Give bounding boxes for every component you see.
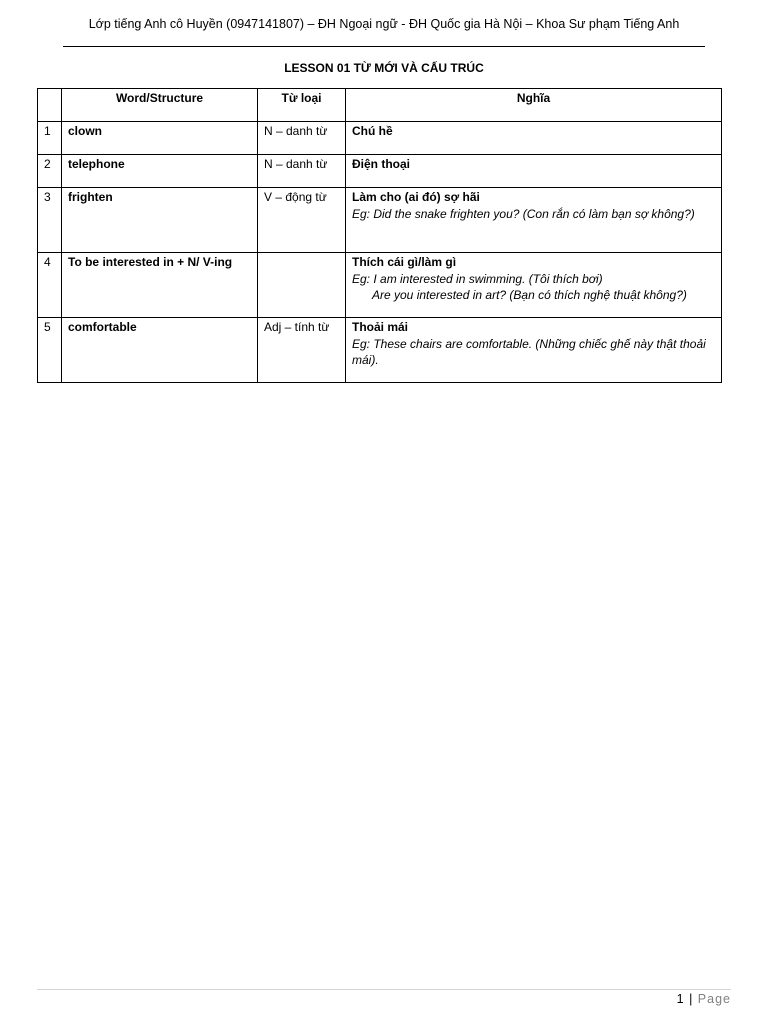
footer-separator: | (689, 992, 694, 1006)
row-word: frighten (62, 188, 258, 253)
row-number: 3 (38, 188, 62, 253)
table-row (38, 253, 722, 318)
header-word-structure: Word/Structure (62, 89, 258, 122)
row-word-type: N – danh từ (258, 155, 346, 188)
row-word: clown (62, 122, 258, 155)
table-row (38, 318, 722, 383)
table-row (38, 122, 722, 155)
row-meaning-cell (346, 155, 722, 188)
row-meaning-cell (346, 253, 722, 318)
row-number: 2 (38, 155, 62, 188)
row-meaning-cell (346, 122, 722, 155)
page-header: Lớp tiếng Anh cô Huyền (0947141807) – ĐH Ngoại ngữ - ĐH Quốc gia Hà Nội – Khoa Sư phạm Tiếng Anh (88, 17, 680, 31)
header-divider (63, 46, 705, 47)
row-word-type: N – danh từ (258, 122, 346, 155)
row-word-type: V – động từ (258, 188, 346, 253)
page-number: 1 (676, 992, 685, 1006)
footer-divider (37, 989, 731, 990)
lesson-title: LESSON 01 TỪ MỚI VÀ CẤU TRÚC (284, 61, 484, 75)
row-meaning: Thoải mái (352, 320, 409, 334)
table-row (38, 188, 722, 253)
row-word-type: Adj – tính từ (258, 318, 346, 383)
row-example-second: Are you interested in art? (Bạn có thích nghệ thuật không?) (372, 288, 687, 302)
row-word: telephone (62, 155, 258, 188)
page-label: Page (697, 992, 731, 1006)
table-row (38, 155, 722, 188)
row-number: 1 (38, 122, 62, 155)
row-word: comfortable (62, 318, 258, 383)
vocabulary-table (37, 88, 722, 383)
row-word-type (258, 253, 346, 318)
row-example: Eg: These chairs are comfortable. (Những chiếc ghế này thật thoải mái). (352, 336, 706, 367)
header-number (38, 89, 62, 122)
page-footer (677, 992, 731, 1006)
header-meaning: Nghĩa (346, 89, 722, 122)
row-meaning-cell (346, 188, 722, 253)
header-word-type: Từ loại (258, 89, 346, 122)
row-meaning-cell (346, 318, 722, 383)
table-header-row (38, 89, 722, 122)
row-meaning: Làm cho (ai đó) sợ hãi (352, 190, 480, 204)
row-number: 5 (38, 318, 62, 383)
row-meaning: Điện thoại (352, 157, 411, 171)
row-number: 4 (38, 253, 62, 318)
row-example: Eg: Did the snake frighten you? (Con rắn có làm bạn sợ không?) (352, 206, 695, 221)
row-meaning: Chú hề (352, 124, 393, 138)
row-example: Eg: I am interested in swimming. (Tôi thích bơi) (352, 271, 603, 286)
row-word: To be interested in + N/ V-ing (62, 253, 258, 318)
row-meaning: Thích cái gì/làm gì (352, 255, 457, 269)
